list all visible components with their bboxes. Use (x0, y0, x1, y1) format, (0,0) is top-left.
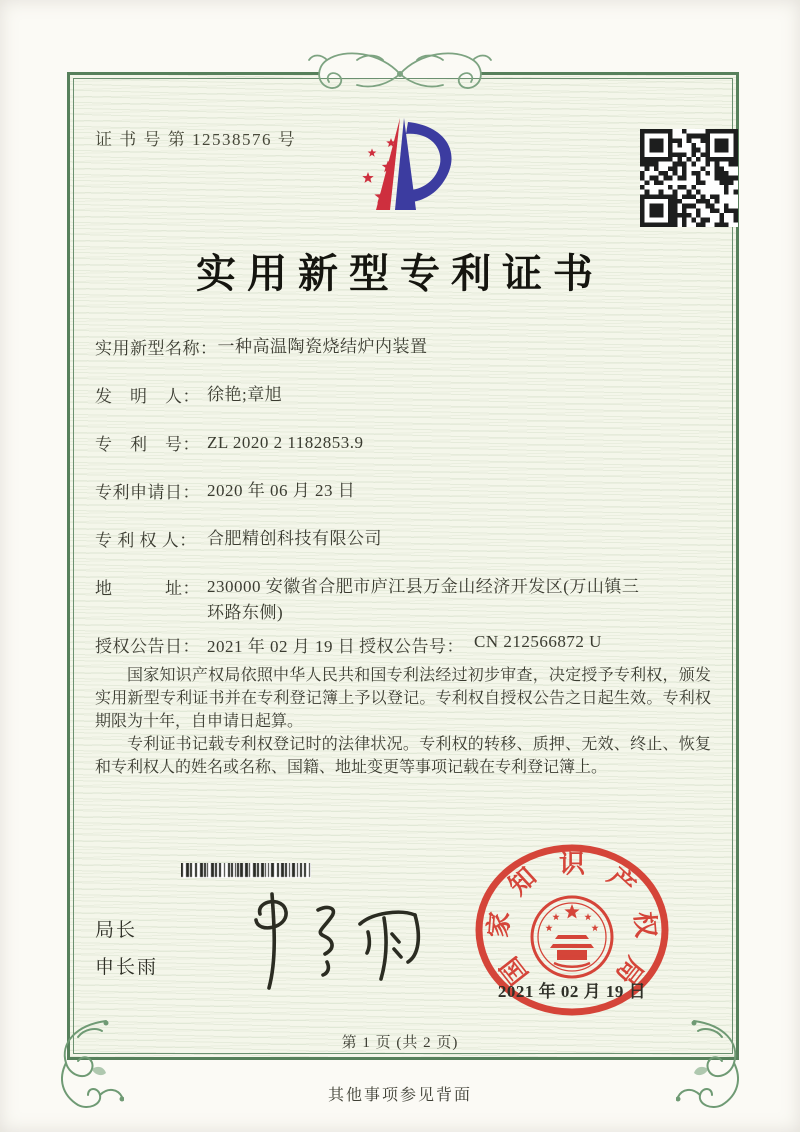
svg-text:国: 国 (495, 951, 534, 990)
legal-text (95, 664, 711, 779)
grant-number-label: 授权公告号： (359, 637, 464, 656)
field-label: 实用新型名称： (95, 339, 218, 358)
certificate-fields (95, 334, 711, 680)
svg-text:识: 识 (558, 849, 586, 879)
svg-text:知: 知 (503, 861, 542, 901)
signer-name: 申长雨 (95, 957, 159, 978)
field-value: 230000 安徽省合肥市庐江县万金山经济开发区(万山镇三环路东侧) (207, 577, 640, 622)
grant-number-value: CN 212566872 U (474, 632, 602, 651)
field-application-date (95, 478, 711, 526)
field-inventor (95, 382, 711, 430)
back-side-note: 其他事项参见背面 (327, 1087, 472, 1104)
field-label: 地 址： (95, 579, 200, 598)
signer-title: 局长 (95, 920, 138, 941)
legal-paragraph-2: 专利证书记载专利权登记时的法律状况。专利权的转移、质押、无效、终止、恢复和专利权人的姓名或名称、国籍、地址变更等事项记载在专利登记簿上。 (95, 736, 711, 776)
svg-text:权: 权 (629, 910, 661, 939)
field-value: 合肥精创科技有限公司 (207, 529, 382, 548)
page-indicator: 第 1 页 (共 2 页) (341, 1035, 459, 1051)
top-flourish-ornament (285, 44, 515, 104)
grant-date-label: 授权公告日： (95, 637, 200, 656)
field-label: 专利申请日： (95, 483, 200, 502)
commissioner-signature (232, 892, 432, 992)
qr-code (640, 129, 738, 227)
seal-date: 2021 年 02 月 19 日 (497, 982, 647, 1001)
field-value: 徐艳;章旭 (207, 385, 283, 404)
certificate-title: 实用新型专利证书 (196, 251, 604, 296)
field-patentee (95, 526, 711, 574)
field-patent-number (95, 430, 711, 478)
field-utility-model-name (95, 334, 711, 382)
field-address (95, 574, 711, 632)
field-value: 一种高温陶瓷烧结炉内装置 (217, 337, 428, 356)
barcode (181, 863, 311, 878)
field-label: 专 利 号： (95, 435, 200, 454)
signer-block (95, 912, 158, 986)
cnipa-logo-icon (338, 110, 473, 222)
svg-text:局: 局 (610, 951, 649, 990)
svg-text:家: 家 (483, 910, 515, 939)
field-label: 发 明 人： (95, 387, 200, 406)
legal-paragraph-1: 国家知识产权局依照中华人民共和国专利法经过初步审查，决定授予专利权，颁发实用新型专利证书并在专利登记簿上予以登记。专利权自授权公告之日起生效。专利权期限为十年，自申请日起算。 (95, 667, 711, 730)
field-value: 2020 年 06 月 23 日 (207, 481, 356, 500)
field-label: 专 利 权 人： (95, 531, 197, 550)
certificate-number: 证 书 号 第 12538576 号 (95, 130, 297, 149)
field-value: ZL 2020 2 1182853.9 (207, 433, 364, 452)
grant-date-value: 2021 年 02 月 19 日 (207, 637, 356, 656)
svg-text:产: 产 (602, 861, 641, 901)
